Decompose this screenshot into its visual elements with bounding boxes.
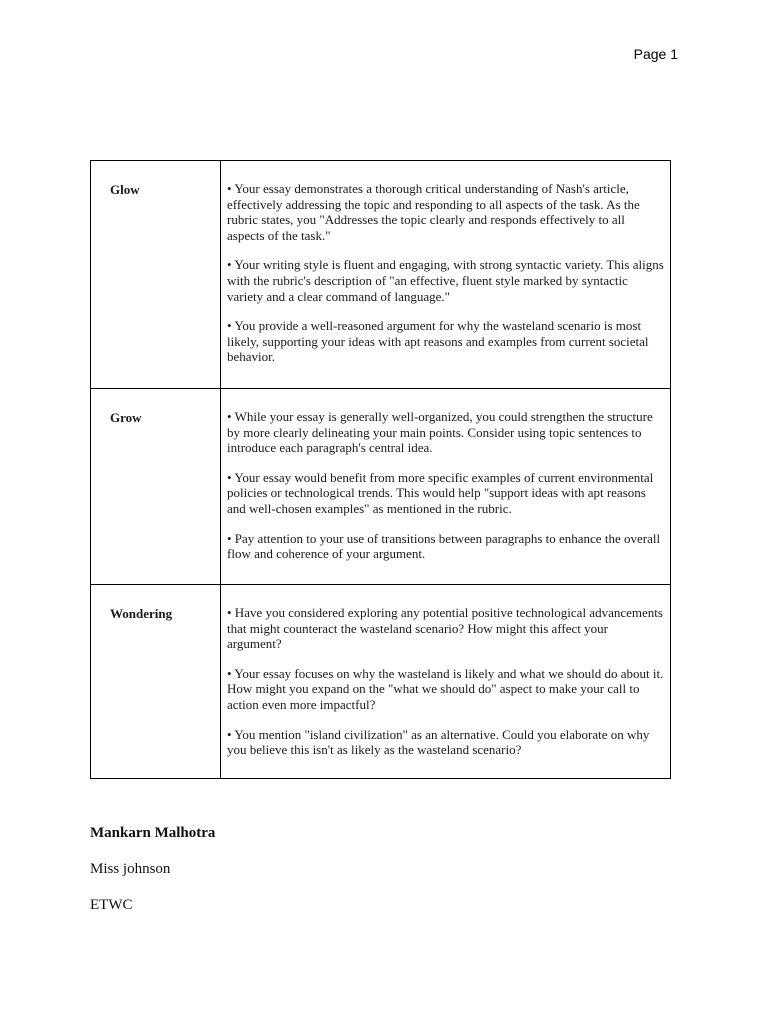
grow-point: • Pay attention to your use of transitions between paragraphs to enhance the overall flow and coherence of your argument.: [227, 530, 661, 562]
wondering-point: • Your essay focuses on why the wasteland is likely and what we should do about it. How might you expand on the "what we should do" aspect to make your call to action even more impactful?: [227, 665, 664, 712]
feedback-row-glow: [91, 161, 671, 389]
student-name: Mankarn Malhotra: [90, 825, 216, 841]
grow-point: • While your essay is generally well-organized, you could strengthen the structure by more clearly delineating your main points. Consider using topic sentences to introduce each paragraph's central idea.: [227, 409, 653, 456]
row-content-grow: [221, 389, 671, 585]
row-content-wondering: [221, 585, 671, 779]
row-content-glow: [221, 161, 671, 389]
glow-point: • You provide a well-reasoned argument for why the wasteland scenario is most likely, supporting your ideas with apt reasons and examples from current societal behavior.: [227, 318, 649, 365]
assignment-code: ETWC: [90, 897, 133, 913]
feedback-row-wondering: [91, 585, 671, 779]
grow-point: • Your essay would benefit from more specific examples of current environmental policies or technological trends. This would help "support ideas with apt reasons and well-chosen examples" as mentioned in the rubric.: [227, 469, 654, 516]
glow-point: • Your essay demonstrates a thorough critical understanding of Nash's article, effectively addressing the topic and responding to all aspects of the task. As the rubric states, you "Addresses the topic clearly and responds effectively to all aspects of the task.": [227, 181, 640, 243]
glow-point: • Your writing style is fluent and engaging, with strong syntactic variety. This aligns with the rubric's description of "an effective, fluent style marked by syntactic variety and a clear command of language.": [227, 257, 664, 304]
wondering-point: • You mention "island civilization" as an alternative. Could you elaborate on why you believe this isn't as likely as the wasteland scenario?: [227, 726, 650, 758]
row-label-grow: Grow: [91, 389, 221, 585]
teacher-name: Miss johnson: [90, 861, 171, 877]
wondering-point: • Have you considered exploring any potential positive technological advancements that might counteract the wasteland scenario? How might this affect your argument?: [227, 605, 663, 652]
page-number: Page 1: [633, 46, 678, 62]
feedback-row-grow: [91, 389, 671, 585]
row-label-wondering: Wondering: [91, 585, 221, 779]
feedback-table: [90, 160, 671, 779]
row-label-glow: Glow: [91, 161, 221, 389]
